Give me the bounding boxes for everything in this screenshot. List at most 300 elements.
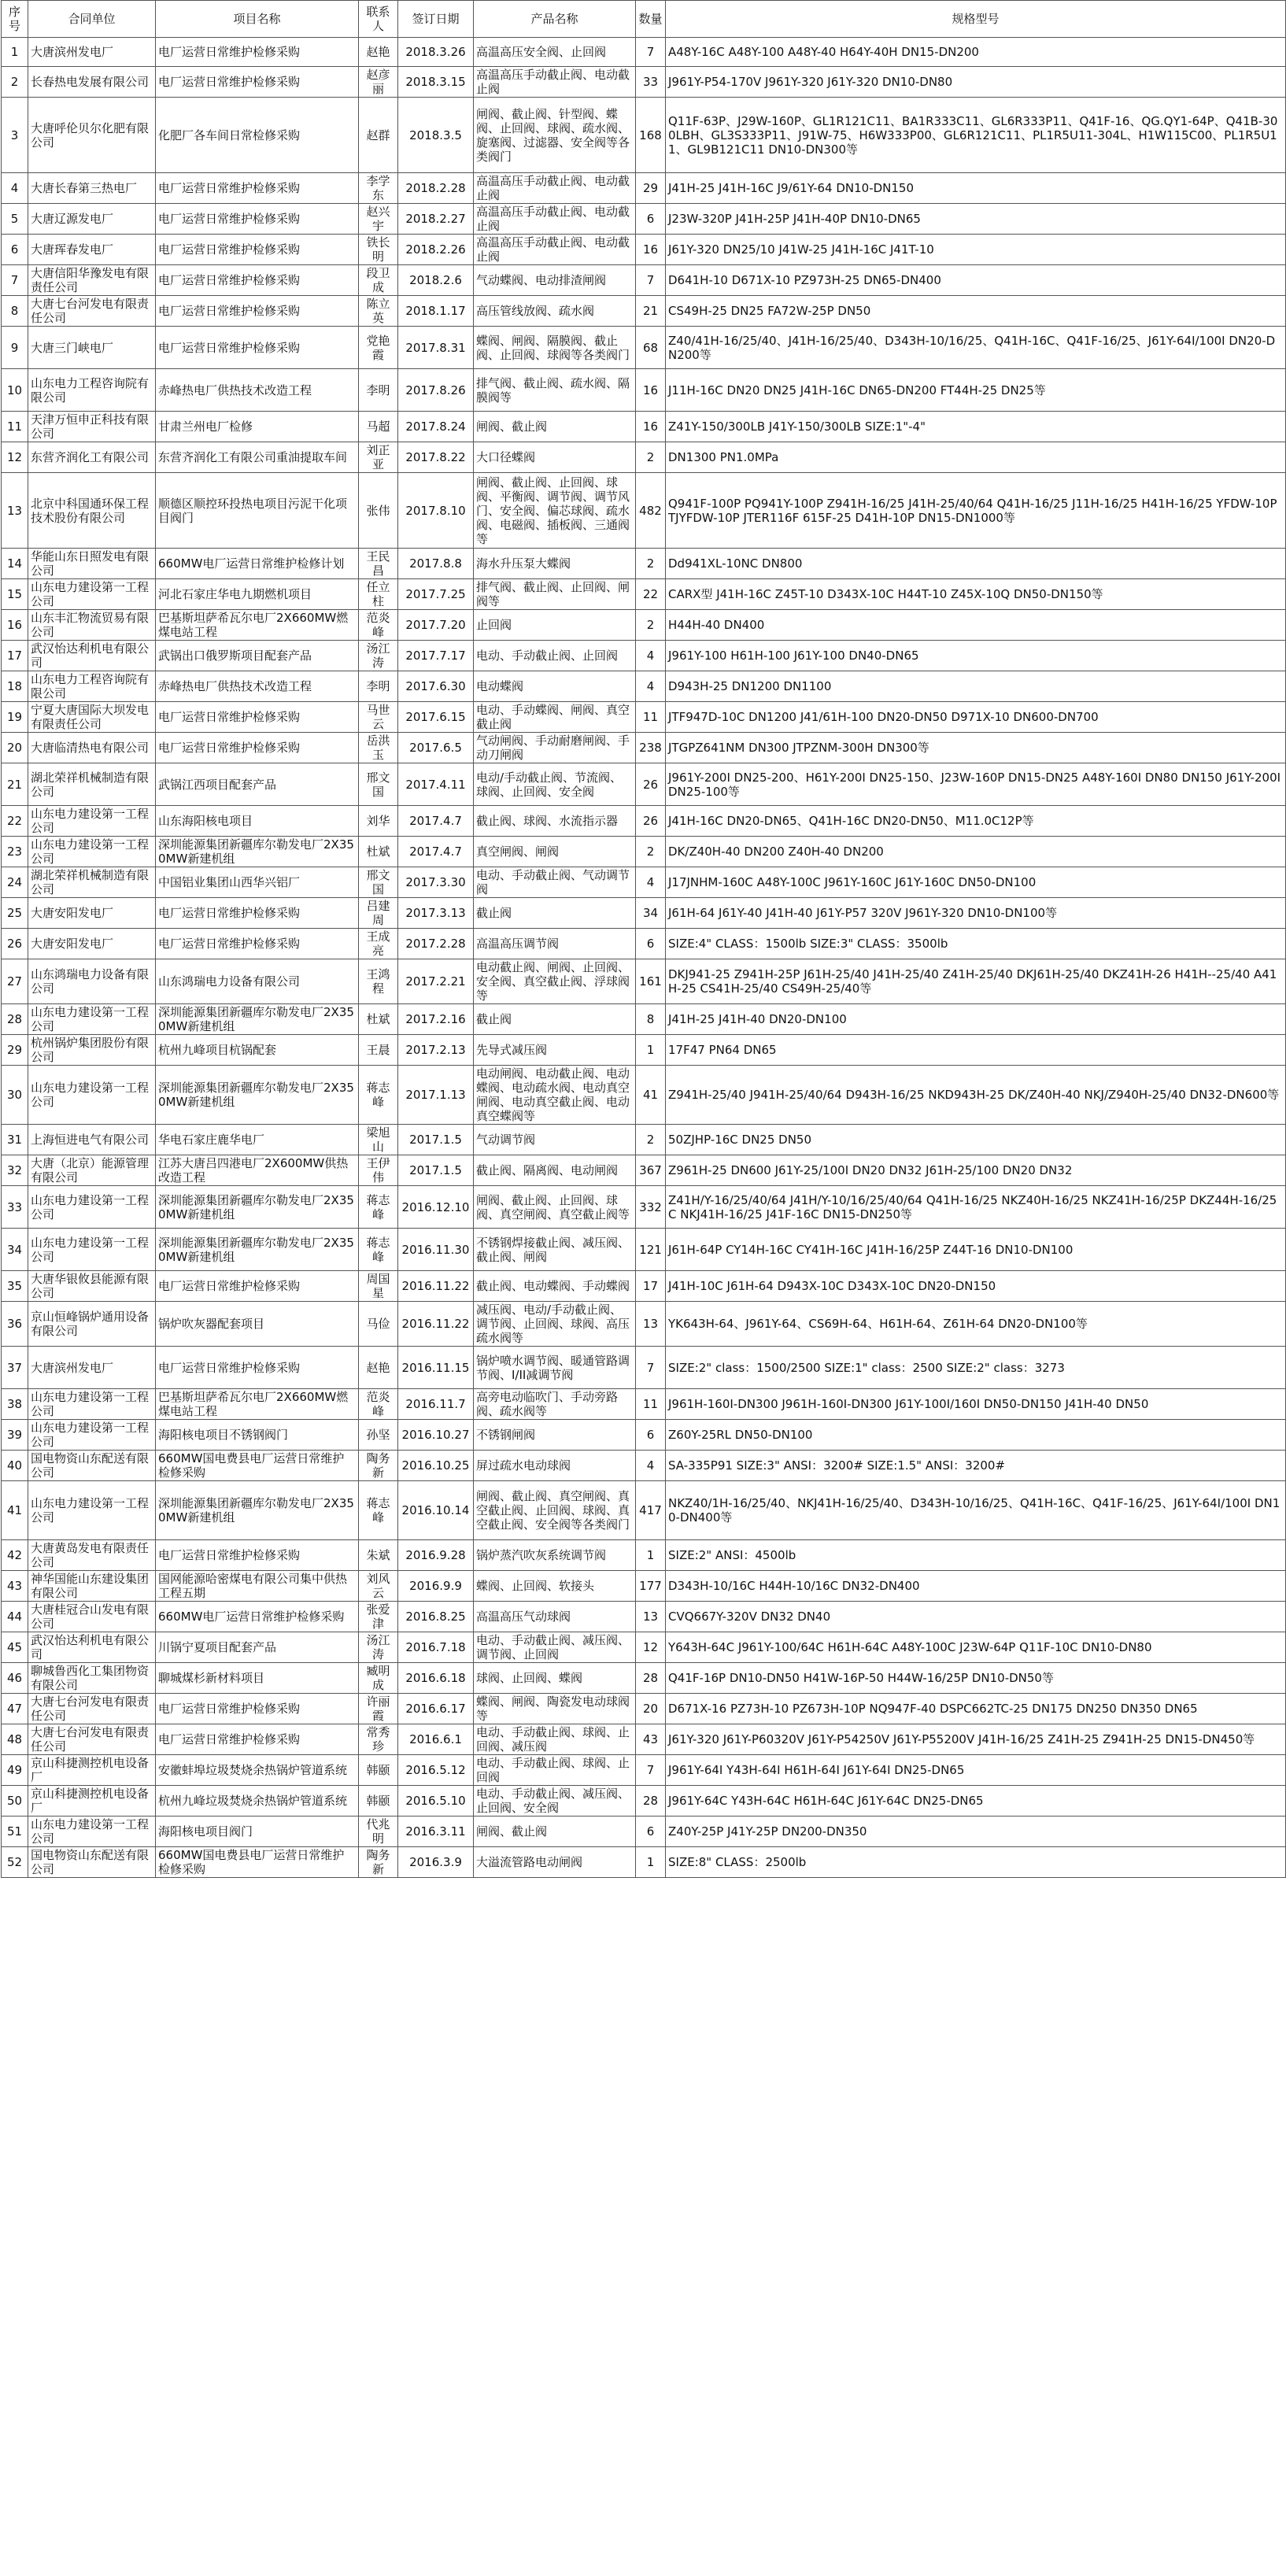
cell-company: 大唐七台河发电有限责任公司 <box>28 1724 156 1755</box>
cell-spec: J41H-16C DN20-DN65、Q41H-16C DN20-DN50、M11.0C12P等 <box>666 806 1286 837</box>
cell-company: 山东电力工程咨询院有限公司 <box>28 671 156 702</box>
cell-company: 聊城鲁西化工集团物资有限公司 <box>28 1663 156 1694</box>
cell-spec: SIZE:2" class：1500/2500 SIZE:1" class：2500 SIZE:2" class：3273 <box>666 1347 1286 1389</box>
cell-contact: 朱斌 <box>359 1540 398 1571</box>
cell-quantity: 13 <box>636 1302 666 1347</box>
cell-date: 2018.3.15 <box>398 67 474 98</box>
cell-quantity: 4 <box>636 1451 666 1481</box>
cell-date: 2017.3.13 <box>398 898 474 929</box>
cell-date: 2016.9.9 <box>398 1571 474 1602</box>
cell-index: 5 <box>2 204 28 235</box>
cell-date: 2016.7.18 <box>398 1632 474 1663</box>
cell-index: 29 <box>2 1035 28 1066</box>
cell-date: 2016.5.10 <box>398 1786 474 1817</box>
cell-quantity: 2 <box>636 837 666 867</box>
table-row <box>2 671 1286 702</box>
cell-date: 2016.3.11 <box>398 1817 474 1847</box>
cell-company: 上海恒进电气有限公司 <box>28 1125 156 1155</box>
table-row <box>2 959 1286 1004</box>
cell-date: 2018.1.17 <box>398 296 474 327</box>
cell-product: 高压管线放阀、疏水阀 <box>474 296 636 327</box>
cell-spec: J61Y-320 J61Y-P60320V J61Y-P54250V J61Y-P55200V J41H-16/25 Z41H-25 Z941H-25 DN15-DN450等 <box>666 1724 1286 1755</box>
cell-project: 海阳核电项目阀门 <box>156 1817 359 1847</box>
cell-date: 2016.6.18 <box>398 1663 474 1694</box>
cell-company: 北京中科国通环保工程技术股份有限公司 <box>28 473 156 549</box>
cell-company: 京山科捷测控机电设备厂 <box>28 1755 156 1786</box>
cell-project: 华电石家庄鹿华电厂 <box>156 1125 359 1155</box>
cell-contact: 段卫成 <box>359 265 398 296</box>
cell-project: 电厂运营日常维护检修采购 <box>156 173 359 204</box>
cell-company: 华能山东日照发电有限公司 <box>28 549 156 579</box>
cell-spec: J961Y-64I Y43H-64I H61H-64I J61Y-64I DN25-DN65 <box>666 1755 1286 1786</box>
cell-spec: J961Y-64C Y43H-64C H61H-64C J61Y-64C DN25-DN65 <box>666 1786 1286 1817</box>
cell-spec: Z961H-25 DN600 J61Y-25/100I DN20 DN32 J61H-25/100 DN20 DN32 <box>666 1155 1286 1186</box>
cell-company: 神华国能山东建设集团有限公司 <box>28 1571 156 1602</box>
cell-date: 2018.2.27 <box>398 204 474 235</box>
cell-contact: 马俭 <box>359 1302 398 1347</box>
cell-index: 10 <box>2 369 28 412</box>
cell-date: 2017.1.13 <box>398 1066 474 1125</box>
cell-quantity: 4 <box>636 641 666 671</box>
cell-index: 44 <box>2 1602 28 1632</box>
cell-index: 35 <box>2 1271 28 1302</box>
cell-company: 山东电力建设第一工程公司 <box>28 579 156 610</box>
cell-product: 闸阀、截止阀 <box>474 1817 636 1847</box>
cell-project: 巴基斯坦萨希瓦尔电厂2X660MW燃煤电站工程 <box>156 1389 359 1420</box>
table-row <box>2 1186 1286 1229</box>
cell-project: 杭州九峰项目杭锅配套 <box>156 1035 359 1066</box>
cell-quantity: 13 <box>636 1602 666 1632</box>
cell-index: 16 <box>2 610 28 641</box>
cell-spec: J41H-25 J41H-40 DN20-DN100 <box>666 1004 1286 1035</box>
table-row <box>2 1229 1286 1271</box>
cell-spec: SA-335P91 SIZE:3" ANSI：3200# SIZE:1.5" ANSI：3200# <box>666 1451 1286 1481</box>
cell-date: 2017.2.13 <box>398 1035 474 1066</box>
cell-company: 大唐七台河发电有限责任公司 <box>28 296 156 327</box>
cell-company: 杭州锅炉集团股份有限公司 <box>28 1035 156 1066</box>
cell-company: 大唐呼伦贝尔化肥有限公司 <box>28 98 156 173</box>
cell-contact: 蒋志峰 <box>359 1186 398 1229</box>
header-product: 产品名称 <box>474 1 636 38</box>
cell-contact: 铁长明 <box>359 235 398 265</box>
cell-project: 电厂运营日常维护检修采购 <box>156 235 359 265</box>
cell-quantity: 2 <box>636 549 666 579</box>
cell-index: 28 <box>2 1004 28 1035</box>
cell-contact: 陈立英 <box>359 296 398 327</box>
cell-product: 气动蝶阀、电动排渣闸阀 <box>474 265 636 296</box>
cell-quantity: 17 <box>636 1271 666 1302</box>
table-row <box>2 412 1286 442</box>
cell-index: 38 <box>2 1389 28 1420</box>
cell-spec: J11H-16C DN20 DN25 J41H-16C DN65-DN200 FT44H-25 DN25等 <box>666 369 1286 412</box>
cell-product: 电动闸阀、电动截止阀、电动蝶阀、电动疏水阀、电动真空闸阀、电动真空截止阀、电动真空蝶阀等 <box>474 1066 636 1125</box>
table-row <box>2 1004 1286 1035</box>
table-row <box>2 296 1286 327</box>
cell-spec: YK643H-64、J961Y-64、CS69H-64、H61H-64、Z61H-64 DN20-DN100等 <box>666 1302 1286 1347</box>
table-row <box>2 173 1286 204</box>
cell-project: 电厂运营日常维护检修采购 <box>156 327 359 369</box>
cell-spec: D943H-25 DN1200 DN1100 <box>666 671 1286 702</box>
cell-quantity: 41 <box>636 1066 666 1125</box>
cell-date: 2017.7.25 <box>398 579 474 610</box>
cell-index: 15 <box>2 579 28 610</box>
cell-index: 20 <box>2 733 28 763</box>
cell-index: 34 <box>2 1229 28 1271</box>
cell-index: 1 <box>2 38 28 67</box>
table-row <box>2 1602 1286 1632</box>
cell-contact: 任立柱 <box>359 579 398 610</box>
cell-company: 山东电力建设第一工程公司 <box>28 1004 156 1035</box>
cell-date: 2017.2.28 <box>398 929 474 959</box>
cell-contact: 赵群 <box>359 98 398 173</box>
table-row <box>2 1125 1286 1155</box>
cell-company: 国电物资山东配送有限公司 <box>28 1451 156 1481</box>
cell-index: 27 <box>2 959 28 1004</box>
table-row <box>2 1786 1286 1817</box>
cell-contact: 韩颐 <box>359 1786 398 1817</box>
cell-spec: Dd941XL-10NC DN800 <box>666 549 1286 579</box>
table-row <box>2 1347 1286 1389</box>
header-date: 签订日期 <box>398 1 474 38</box>
cell-date: 2018.3.5 <box>398 98 474 173</box>
cell-product: 蝶阀、闸阀、隔膜阀、截止阀、止回阀、球阀等各类阀门 <box>474 327 636 369</box>
cell-index: 45 <box>2 1632 28 1663</box>
table-row <box>2 579 1286 610</box>
cell-project: 山东鸿瑞电力设备有限公司 <box>156 959 359 1004</box>
cell-company: 大唐滨州发电厂 <box>28 38 156 67</box>
cell-contact: 韩颐 <box>359 1755 398 1786</box>
cell-index: 23 <box>2 837 28 867</box>
cell-contact: 蒋志峰 <box>359 1481 398 1540</box>
cell-quantity: 7 <box>636 38 666 67</box>
cell-quantity: 6 <box>636 1420 666 1451</box>
cell-quantity: 7 <box>636 1755 666 1786</box>
cell-quantity: 28 <box>636 1663 666 1694</box>
cell-quantity: 16 <box>636 369 666 412</box>
cell-index: 39 <box>2 1420 28 1451</box>
cell-date: 2018.2.28 <box>398 173 474 204</box>
table-row <box>2 327 1286 369</box>
cell-index: 12 <box>2 442 28 473</box>
cell-project: 川锅宁夏项目配套产品 <box>156 1632 359 1663</box>
cell-contact: 马超 <box>359 412 398 442</box>
cell-contact: 赵艳 <box>359 38 398 67</box>
cell-date: 2017.7.17 <box>398 641 474 671</box>
cell-project: 电厂运营日常维护检修采购 <box>156 67 359 98</box>
cell-index: 31 <box>2 1125 28 1155</box>
cell-date: 2017.8.10 <box>398 473 474 549</box>
cell-contact: 杜斌 <box>359 1004 398 1035</box>
table-row <box>2 763 1286 806</box>
cell-product: 电动截止阀、闸阀、止回阀、安全阀、真空截止阀、浮球阀等 <box>474 959 636 1004</box>
cell-date: 2016.5.12 <box>398 1755 474 1786</box>
cell-company: 国电物资山东配送有限公司 <box>28 1847 156 1878</box>
cell-product: 闸阀、截止阀、止回阀、球阀、真空闸阀、真空截止阀等 <box>474 1186 636 1229</box>
cell-quantity: 12 <box>636 1632 666 1663</box>
table-row <box>2 1817 1286 1847</box>
cell-product: 蝶阀、止回阀、软接头 <box>474 1571 636 1602</box>
cell-company: 京山科捷测控机电设备厂 <box>28 1786 156 1817</box>
cell-quantity: 4 <box>636 867 666 898</box>
cell-contact: 梁旭山 <box>359 1125 398 1155</box>
cell-spec: 50ZJHP-16C DN25 DN50 <box>666 1125 1286 1155</box>
cell-index: 47 <box>2 1694 28 1724</box>
cell-product: 气动闸阀、手动耐磨闸阀、手动刀闸阀 <box>474 733 636 763</box>
cell-project: 杭州九峰垃圾焚烧余热锅炉管道系统 <box>156 1786 359 1817</box>
cell-date: 2016.6.17 <box>398 1694 474 1724</box>
cell-spec: J41H-25 J41H-16C J9/61Y-64 DN10-DN150 <box>666 173 1286 204</box>
table-row <box>2 67 1286 98</box>
table-row <box>2 1302 1286 1347</box>
cell-index: 52 <box>2 1847 28 1878</box>
cell-quantity: 7 <box>636 265 666 296</box>
cell-index: 42 <box>2 1540 28 1571</box>
cell-date: 2016.11.30 <box>398 1229 474 1271</box>
cell-quantity: 16 <box>636 412 666 442</box>
cell-company: 宁夏大唐国际大坝发电有限责任公司 <box>28 702 156 733</box>
table-row <box>2 1271 1286 1302</box>
cell-company: 大唐安阳发电厂 <box>28 929 156 959</box>
cell-project: 深圳能源集团新疆库尔勒发电厂2X350MW新建机组 <box>156 1004 359 1035</box>
cell-product: 锅炉喷水调节阀、暖通管路调节阀、I/II减调节阀 <box>474 1347 636 1389</box>
cell-product: 高温高压安全阀、止回阀 <box>474 38 636 67</box>
table-row <box>2 1571 1286 1602</box>
cell-spec: CARX型 J41H-16C Z45T-10 D343X-10C H44T-10 Z45X-10Q DN50-DN150等 <box>666 579 1286 610</box>
cell-quantity: 1 <box>636 1540 666 1571</box>
cell-date: 2017.8.8 <box>398 549 474 579</box>
cell-date: 2017.6.5 <box>398 733 474 763</box>
cell-company: 长春热电发展有限公司 <box>28 67 156 98</box>
cell-quantity: 2 <box>636 442 666 473</box>
cell-quantity: 8 <box>636 1004 666 1035</box>
cell-project: 电厂运营日常维护检修采购 <box>156 733 359 763</box>
cell-product: 电动、手动截止阀、减压阀、调节阀、止回阀 <box>474 1632 636 1663</box>
cell-spec: Q941F-100P PQ941Y-100P Z941H-16/25 J41H-25/40/64 Q41H-16/25 J11H-16/25 H41H-16/25 YFDW-10P TJYFDW-10P JTER116F 615F-25 D41H-10P DN15-DN1000等 <box>666 473 1286 549</box>
cell-quantity: 29 <box>636 173 666 204</box>
cell-project: 国网能源哈密煤电有限公司集中供热工程五期 <box>156 1571 359 1602</box>
table-row <box>2 641 1286 671</box>
cell-project: 锅炉吹灰器配套项目 <box>156 1302 359 1347</box>
cell-product: 截止阀、隔离阀、电动闸阀 <box>474 1155 636 1186</box>
cell-spec: Z941H-25/40 J941H-25/40/64 D943H-16/25 NKD943H-25 DK/Z40H-40 NKJ/Z940H-25/40 DN32-DN600等 <box>666 1066 1286 1125</box>
table-row <box>2 265 1286 296</box>
cell-date: 2018.2.26 <box>398 235 474 265</box>
cell-product: 止回阀 <box>474 610 636 641</box>
cell-product: 闸阀、截止阀、针型阀、蝶阀、止回阀、球阀、疏水阀、旋塞阀、过滤器、安全阀等各类阀门 <box>474 98 636 173</box>
cell-project: 电厂运营日常维护检修采购 <box>156 204 359 235</box>
cell-date: 2017.2.21 <box>398 959 474 1004</box>
cell-project: 中国铝业集团山西华兴铝厂 <box>156 867 359 898</box>
cell-project: 聊城煤杉新材料项目 <box>156 1663 359 1694</box>
cell-spec: J23W-320P J41H-25P J41H-40P DN10-DN65 <box>666 204 1286 235</box>
cell-spec: CVQ667Y-320V DN32 DN40 <box>666 1602 1286 1632</box>
cell-project: 赤峰热电厂供热技术改造工程 <box>156 369 359 412</box>
cell-date: 2017.8.24 <box>398 412 474 442</box>
cell-project: 电厂运营日常维护检修采购 <box>156 1271 359 1302</box>
cell-spec: DK/Z40H-40 DN200 Z40H-40 DN200 <box>666 837 1286 867</box>
cell-index: 49 <box>2 1755 28 1786</box>
cell-product: 排气阀、截止阀、疏水阀、隔膜阀等 <box>474 369 636 412</box>
cell-project: 巴基斯坦萨希瓦尔电厂2X660MW燃煤电站工程 <box>156 610 359 641</box>
cell-spec: SIZE:2" ANSI：4500lb <box>666 1540 1286 1571</box>
cell-project: 660MW国电费县电厂运营日常维护检修采购 <box>156 1847 359 1878</box>
cell-product: 屏过疏水电动球阀 <box>474 1451 636 1481</box>
cell-spec: J17JNHM-160C A48Y-100C J961Y-160C J61Y-160C DN50-DN100 <box>666 867 1286 898</box>
cell-spec: Q41F-16P DN10-DN50 H41W-16P-50 H44W-16/25P DN10-DN50等 <box>666 1663 1286 1694</box>
cell-company: 大唐三门峡电厂 <box>28 327 156 369</box>
cell-project: 电厂运营日常维护检修采购 <box>156 898 359 929</box>
cell-product: 电动、手动截止阀、减压阀、止回阀、安全阀 <box>474 1786 636 1817</box>
cell-spec: Y643H-64C J961Y-100/64C H61H-64C A48Y-100C J23W-64P Q11F-10C DN10-DN80 <box>666 1632 1286 1663</box>
cell-contact: 孙坚 <box>359 1420 398 1451</box>
cell-quantity: 6 <box>636 1817 666 1847</box>
cell-spec: J61H-64P CY14H-16C CY41H-16C J41H-16/25P Z44T-16 DN10-DN100 <box>666 1229 1286 1271</box>
cell-index: 17 <box>2 641 28 671</box>
table-row <box>2 1663 1286 1694</box>
table-row <box>2 235 1286 265</box>
table-row <box>2 806 1286 837</box>
cell-contact: 李学东 <box>359 173 398 204</box>
cell-spec: Z41H/Y-16/25/40/64 J41H/Y-10/16/25/40/64 Q41H-16/25 NKZ40H-16/25 NKZ41H-16/25P DKZ44H-16/25C NKJ41H-16/25 J41F-16C DN15-DN250等 <box>666 1186 1286 1229</box>
cell-index: 19 <box>2 702 28 733</box>
table-row <box>2 473 1286 549</box>
cell-contact: 代兆明 <box>359 1817 398 1847</box>
cell-quantity: 1 <box>636 1847 666 1878</box>
cell-company: 山东电力工程咨询院有限公司 <box>28 369 156 412</box>
cell-product: 闸阀、截止阀 <box>474 412 636 442</box>
cell-project: 电厂运营日常维护检修采购 <box>156 929 359 959</box>
cell-contact: 吕建周 <box>359 898 398 929</box>
cell-quantity: 121 <box>636 1229 666 1271</box>
cell-date: 2016.12.10 <box>398 1186 474 1229</box>
cell-project: 东营齐润化工有限公司重油提取车间 <box>156 442 359 473</box>
cell-quantity: 26 <box>636 806 666 837</box>
cell-project: 电厂运营日常维护检修采购 <box>156 1724 359 1755</box>
cell-company: 湖北荣祥机械制造有限公司 <box>28 763 156 806</box>
cell-project: 赤峰热电厂供热技术改造工程 <box>156 671 359 702</box>
cell-spec: CS49H-25 DN25 FA72W-25P DN50 <box>666 296 1286 327</box>
cell-spec: 17F47 PN64 DN65 <box>666 1035 1286 1066</box>
cell-product: 闸阀、截止阀、止回阀、球阀、平衡阀、调节阀、调节风门、安全阀、偏芯球阀、疏水阀、电磁阀、插板阀、三通阀等 <box>474 473 636 549</box>
table-row <box>2 1451 1286 1481</box>
cell-contact: 范炎峰 <box>359 610 398 641</box>
cell-company: 大唐滨州发电厂 <box>28 1347 156 1389</box>
cell-date: 2017.1.5 <box>398 1125 474 1155</box>
cell-date: 2016.10.27 <box>398 1420 474 1451</box>
cell-date: 2016.6.1 <box>398 1724 474 1755</box>
cell-index: 3 <box>2 98 28 173</box>
cell-contact: 邢文国 <box>359 763 398 806</box>
cell-spec: A48Y-16C A48Y-100 A48Y-40 H64Y-40H DN15-DN200 <box>666 38 1286 67</box>
cell-quantity: 4 <box>636 671 666 702</box>
cell-index: 26 <box>2 929 28 959</box>
cell-date: 2016.11.7 <box>398 1389 474 1420</box>
cell-date: 2017.1.5 <box>398 1155 474 1186</box>
cell-spec: D343H-10/16C H44H-10/16C DN32-DN400 <box>666 1571 1286 1602</box>
table-row <box>2 1035 1286 1066</box>
cell-contact: 赵兴宇 <box>359 204 398 235</box>
table-row <box>2 38 1286 67</box>
cell-contact: 蒋志峰 <box>359 1066 398 1125</box>
cell-date: 2017.7.20 <box>398 610 474 641</box>
cell-date: 2016.10.14 <box>398 1481 474 1540</box>
cell-product: 排气阀、截止阀、止回阀、闸阀等 <box>474 579 636 610</box>
cell-quantity: 22 <box>636 579 666 610</box>
cell-quantity: 2 <box>636 1125 666 1155</box>
cell-date: 2017.6.15 <box>398 702 474 733</box>
cell-company: 大唐辽源发电厂 <box>28 204 156 235</box>
cell-quantity: 28 <box>636 1786 666 1817</box>
header-spec: 规格型号 <box>666 1 1286 38</box>
cell-project: 江苏大唐吕四港电厂2X600MW供热改造工程 <box>156 1155 359 1186</box>
table-row <box>2 1420 1286 1451</box>
cell-product: 电动、手动截止阀、球阀、止回阀、减压阀 <box>474 1724 636 1755</box>
cell-contact: 臧明成 <box>359 1663 398 1694</box>
cell-product: 高温高压手动截止阀、电动截止阀 <box>474 67 636 98</box>
cell-spec: J961Y-P54-170V J961Y-320 J61Y-320 DN10-DN80 <box>666 67 1286 98</box>
cell-contact: 李明 <box>359 369 398 412</box>
cell-quantity: 2 <box>636 610 666 641</box>
cell-company: 湖北荣祥机械制造有限公司 <box>28 867 156 898</box>
table-row <box>2 610 1286 641</box>
cell-contact: 杜斌 <box>359 837 398 867</box>
cell-product: 蝶阀、闸阀、陶瓷发电动球阀等 <box>474 1694 636 1724</box>
table-row <box>2 733 1286 763</box>
cell-quantity: 367 <box>636 1155 666 1186</box>
cell-contact: 王伊伟 <box>359 1155 398 1186</box>
cell-project: 660MW电厂运营日常维护检修采购 <box>156 1602 359 1632</box>
cell-index: 9 <box>2 327 28 369</box>
cell-project: 660MW电厂运营日常维护检修计划 <box>156 549 359 579</box>
cell-index: 4 <box>2 173 28 204</box>
cell-date: 2016.10.25 <box>398 1451 474 1481</box>
cell-date: 2016.8.25 <box>398 1602 474 1632</box>
cell-project: 河北石家庄华电九期燃机项目 <box>156 579 359 610</box>
header-project: 项目名称 <box>156 1 359 38</box>
cell-quantity: 11 <box>636 1389 666 1420</box>
cell-product: 电动蝶阀 <box>474 671 636 702</box>
cell-contact: 李明 <box>359 671 398 702</box>
cell-index: 30 <box>2 1066 28 1125</box>
cell-project: 甘肃兰州电厂检修 <box>156 412 359 442</box>
cell-company: 山东电力建设第一工程公司 <box>28 1481 156 1540</box>
cell-product: 气动调节阀 <box>474 1125 636 1155</box>
cell-date: 2017.4.7 <box>398 806 474 837</box>
cell-project: 电厂运营日常维护检修采购 <box>156 1694 359 1724</box>
cell-company: 山东鸿瑞电力设备有限公司 <box>28 959 156 1004</box>
header-contact: 联系人 <box>359 1 398 38</box>
cell-contact: 常秀珍 <box>359 1724 398 1755</box>
cell-index: 24 <box>2 867 28 898</box>
table-row <box>2 1632 1286 1663</box>
cell-company: 山东电力建设第一工程公司 <box>28 1186 156 1229</box>
cell-contact: 陶务新 <box>359 1451 398 1481</box>
table-row <box>2 98 1286 173</box>
cell-product: 截止阀 <box>474 898 636 929</box>
cell-company: 山东电力建设第一工程公司 <box>28 1817 156 1847</box>
cell-index: 11 <box>2 412 28 442</box>
cell-quantity: 33 <box>636 67 666 98</box>
cell-index: 32 <box>2 1155 28 1186</box>
table-row <box>2 837 1286 867</box>
cell-project: 660MW国电费县电厂运营日常维护检修采购 <box>156 1451 359 1481</box>
cell-spec: J961Y-200I DN25-200、H61Y-200I DN25-150、J23W-160P DN15-DN25 A48Y-160I DN80 DN150 J61Y-200I DN25-100等 <box>666 763 1286 806</box>
cell-product: 电动、手动蝶阀、闸阀、真空截止阀 <box>474 702 636 733</box>
cell-date: 2016.11.15 <box>398 1347 474 1389</box>
cell-spec: J61H-64 J61Y-40 J41H-40 J61Y-P57 320V J961Y-320 DN10-DN100等 <box>666 898 1286 929</box>
table-row <box>2 442 1286 473</box>
cell-project: 电厂运营日常维护检修采购 <box>156 1540 359 1571</box>
